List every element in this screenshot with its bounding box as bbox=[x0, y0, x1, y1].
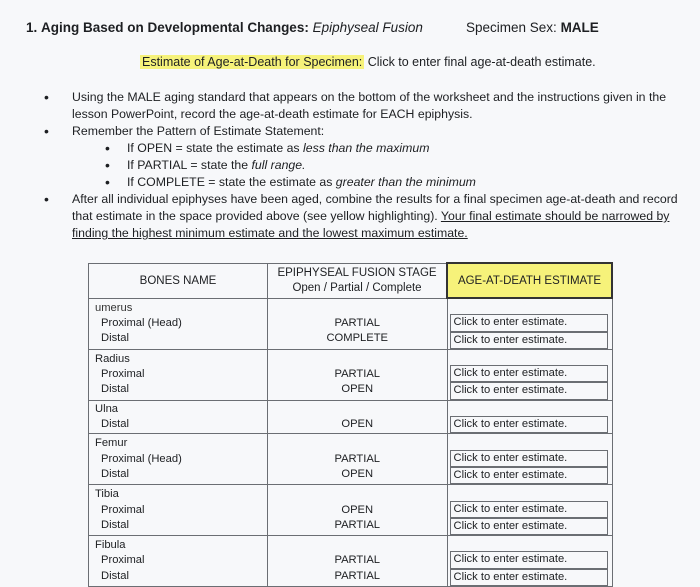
bone-group-femur: Femur Proximal (Head) Distal bbox=[89, 434, 268, 485]
column-header-estimate: AGE-AT-DEATH ESTIMATE bbox=[447, 263, 612, 298]
table-row bbox=[89, 298, 613, 349]
estimate-cell bbox=[447, 298, 612, 349]
estimate-field[interactable]: Click to enter estimate. bbox=[450, 450, 608, 467]
instructions-list bbox=[40, 89, 695, 242]
estimate-field[interactable]: Click to enter estimate. bbox=[450, 365, 608, 382]
table-row bbox=[89, 400, 613, 434]
pattern-item: • If COMPLETE = state the estimate as greater than the minimum bbox=[105, 174, 476, 190]
bone-group-tibia: Tibia Proximal Distal bbox=[89, 485, 268, 536]
specimen-sex-label: Specimen Sex: bbox=[466, 20, 557, 35]
table-row bbox=[89, 536, 613, 587]
final-estimate-line bbox=[140, 55, 596, 69]
bone-group-radius: Radius Proximal Distal bbox=[89, 349, 268, 400]
question-subtitle: Epiphyseal Fusion bbox=[312, 20, 423, 35]
estimate-cell bbox=[447, 434, 612, 485]
pattern-item: • If OPEN = state the estimate as less than the maximum bbox=[105, 140, 430, 156]
instruction-item: • After all individual epiphyses have been aged, combine the results for a final specimen age-at-death and record that estimate in the space provided above (see yellow highlighting). Your final estimate should be narrowed by finding the highest minimum estimate and the lowest maximum estimate. bbox=[44, 191, 678, 240]
estimate-field[interactable]: Click to enter estimate. bbox=[450, 551, 608, 568]
stage-cell: PARTIAL OPEN bbox=[268, 434, 448, 485]
estimate-field[interactable]: Click to enter estimate. bbox=[450, 382, 608, 399]
table-row bbox=[89, 434, 613, 485]
final-estimate-field[interactable]: Click to enter final age-at-death estimate. bbox=[367, 55, 596, 69]
column-header-bones: BONES NAME bbox=[89, 263, 268, 298]
question-title: Aging Based on Developmental Changes: bbox=[41, 20, 309, 35]
estimate-field[interactable]: Click to enter estimate. bbox=[450, 467, 608, 484]
question-header bbox=[26, 20, 423, 35]
estimate-field[interactable]: Click to enter estimate. bbox=[450, 416, 608, 433]
estimate-field[interactable]: Click to enter estimate. bbox=[450, 332, 608, 349]
bone-group-fibula: Fibula Proximal Distal bbox=[89, 536, 268, 587]
estimate-field[interactable]: Click to enter estimate. bbox=[450, 518, 608, 535]
stage-cell: PARTIAL PARTIAL bbox=[268, 536, 448, 587]
estimate-field[interactable]: Click to enter estimate. bbox=[450, 314, 608, 331]
final-estimate-label: Estimate of Age-at-Death for Specimen: bbox=[142, 55, 363, 69]
stage-cell: PARTIAL COMPLETE bbox=[268, 298, 448, 349]
bones-table bbox=[88, 262, 613, 587]
stage-cell: PARTIAL OPEN bbox=[268, 349, 448, 400]
pattern-item: • If PARTIAL = state the full range. bbox=[105, 157, 306, 173]
table-header-row bbox=[89, 263, 613, 298]
estimate-cell bbox=[447, 400, 612, 434]
instruction-item: • Remember the Pattern of Estimate Statement: • If OPEN = state the estimate as less than the maximum • If PARTIAL = state the full range. • If COMPLETE = state the estimate as greater than the minimum bbox=[40, 123, 695, 191]
estimate-cell bbox=[447, 485, 612, 536]
table-row bbox=[89, 349, 613, 400]
instruction-item: • Using the MALE aging standard that appears on the bottom of the worksheet and the instructions given in the lesson PowerPoint, record the age-at-death estimate for EACH epiphysis. bbox=[44, 89, 667, 121]
stage-cell: OPEN bbox=[268, 400, 448, 434]
specimen-sex bbox=[466, 20, 599, 35]
table-row bbox=[89, 485, 613, 536]
estimate-field[interactable]: Click to enter estimate. bbox=[450, 569, 608, 586]
bone-group-humerus: umerus Proximal (Head) Distal bbox=[89, 298, 268, 349]
estimate-cell bbox=[447, 349, 612, 400]
pattern-sublist bbox=[72, 140, 695, 191]
bone-group-ulna: Ulna Distal bbox=[89, 400, 268, 434]
estimate-field[interactable]: Click to enter estimate. bbox=[450, 501, 608, 518]
estimate-cell bbox=[447, 536, 612, 587]
question-number: 1. bbox=[26, 20, 38, 35]
stage-cell: OPEN PARTIAL bbox=[268, 485, 448, 536]
column-header-stage: EPIPHYSEAL FUSION STAGE Open / Partial / Complete bbox=[268, 263, 448, 298]
specimen-sex-value: MALE bbox=[560, 20, 599, 35]
